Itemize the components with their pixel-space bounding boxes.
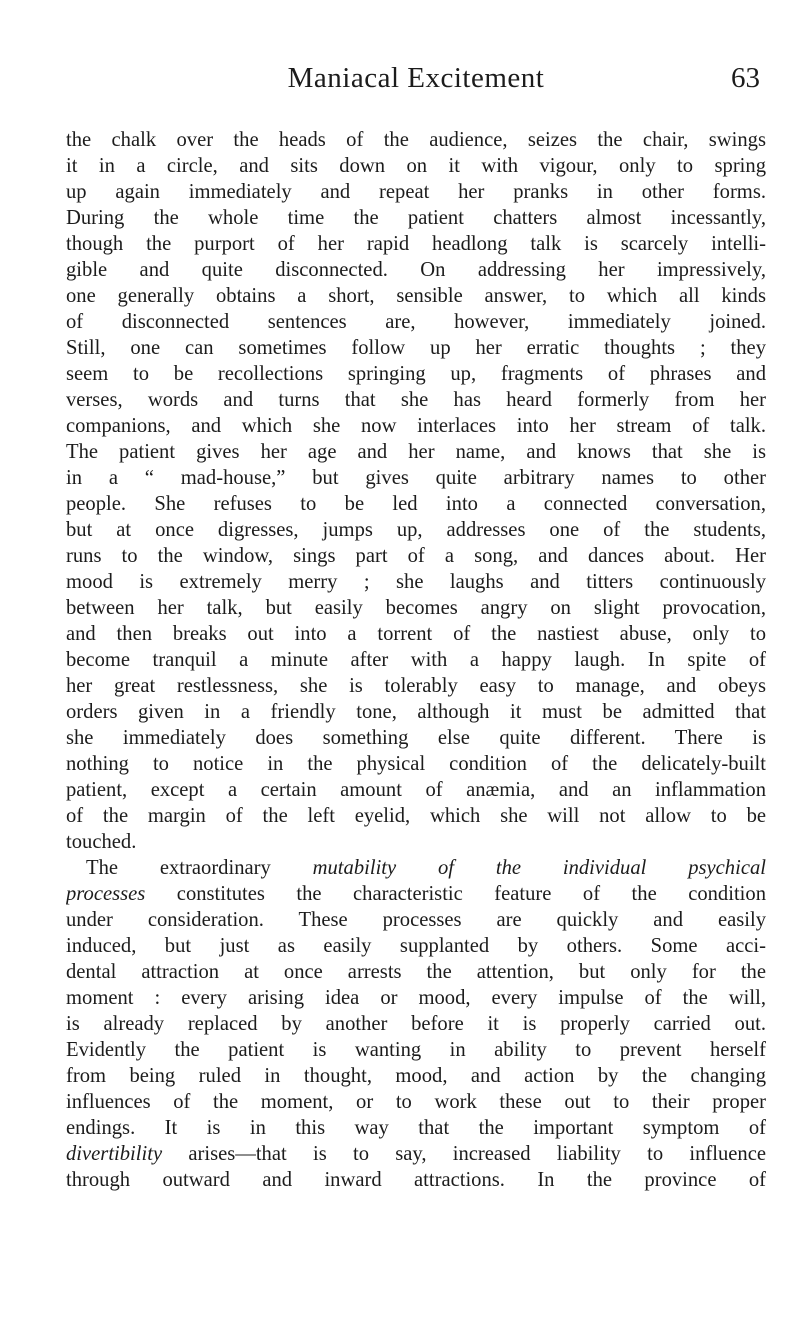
text-line xyxy=(66,1141,766,1167)
emphasis-processes: processes xyxy=(66,883,146,905)
text-line: one generally obtains a short, sensible answer, to which all kinds xyxy=(66,285,766,307)
text-line: runs to the window, sings part of a song, and dances about. Her xyxy=(66,545,766,567)
text-line: Evidently the patient is wanting in ability to prevent herself xyxy=(66,1039,766,1061)
text-line: During the whole time the patient chatters almost incessantly, xyxy=(66,207,766,229)
text-line: endings. It is in this way that the important symptom of xyxy=(66,1117,766,1139)
text-line: The patient gives her age and her name, and knows that she is xyxy=(66,441,766,463)
text-line: from being ruled in thought, mood, and action by the changing xyxy=(66,1065,766,1087)
text-line: nothing to notice in the physical condition of the delicately-built xyxy=(66,753,766,775)
text-line: under consideration. These processes are quickly and easily xyxy=(66,909,766,931)
text-line: in a “ mad-house,” but gives quite arbitrary names to other xyxy=(66,467,766,489)
text-line: Still, one can sometimes follow up her erratic thoughts ; they xyxy=(66,337,766,359)
text-line: companions, and which she now interlaces into her stream of talk. xyxy=(66,415,766,437)
text-line: she immediately does something else quite different. There is xyxy=(66,727,766,749)
text-line: through outward and inward attractions. In the province of xyxy=(66,1169,766,1191)
text-line: mood is extremely merry ; she laughs and titters continuously xyxy=(66,571,766,593)
text-line: up again immediately and repeat her pranks in other forms. xyxy=(66,181,766,203)
text-line: her great restlessness, she is tolerably easy to manage, and obeys xyxy=(66,675,766,697)
text-line xyxy=(66,855,766,881)
text-run: constitutes the characteristic feature of the condition xyxy=(145,883,766,905)
emphasis-mutability: mutability of the individual psychical xyxy=(312,857,766,879)
running-head xyxy=(66,0,766,110)
text-line: though the purport of her rapid headlong talk is scarcely intelli- xyxy=(66,233,766,255)
text-line: orders given in a friendly tone, although it must be admitted that xyxy=(66,701,766,723)
text-line: induced, but just as easily supplanted by others. Some acci- xyxy=(66,935,766,957)
text-run: arises—that is to say, increased liability to influence xyxy=(162,1143,766,1165)
book-page xyxy=(66,0,766,1191)
text-line xyxy=(66,881,766,907)
text-line: between her talk, but easily becomes angry on slight provocation, xyxy=(66,597,766,619)
text-line: become tranquil a minute after with a happy laugh. In spite of xyxy=(66,649,766,671)
text-line: of disconnected sentences are, however, immediately joined. xyxy=(66,311,766,333)
text-line: dental attraction at once arrests the attention, but only for the xyxy=(66,961,766,983)
text-line: but at once digresses, jumps up, addresses one of the students, xyxy=(66,519,766,541)
text-line: is already replaced by another before it is properly carried out. xyxy=(66,1013,766,1035)
text-line: moment : every arising idea or mood, every impulse of the will, xyxy=(66,987,766,1009)
text-line: influences of the moment, or to work these out to their proper xyxy=(66,1091,766,1113)
text-line: touched. xyxy=(66,831,137,853)
text-line: it in a circle, and sits down on it with vigour, only to spring xyxy=(66,155,766,177)
text-run: The extraordinary xyxy=(86,857,313,879)
text-line: gible and quite disconnected. On addressing her impressively, xyxy=(66,259,766,281)
text-line: the chalk over the heads of the audience, seizes the chair, swings xyxy=(66,129,766,151)
text-line: people. She refuses to be led into a connected conversation, xyxy=(66,493,766,515)
running-title: Maniacal Excitement xyxy=(287,62,545,94)
text-line: seem to be recollections springing up, fragments of phrases and xyxy=(66,363,766,385)
text-line: and then breaks out into a torrent of the nastiest abuse, only to xyxy=(66,623,766,645)
text-line: patient, except a certain amount of anæmia, and an inflammation xyxy=(66,779,766,801)
page-number: 63 xyxy=(731,62,760,94)
text-line: of the margin of the left eyelid, which she will not allow to be xyxy=(66,805,766,827)
emphasis-divertibility: divertibility xyxy=(66,1143,163,1165)
text-line: verses, words and turns that she has heard formerly from her xyxy=(66,389,766,411)
